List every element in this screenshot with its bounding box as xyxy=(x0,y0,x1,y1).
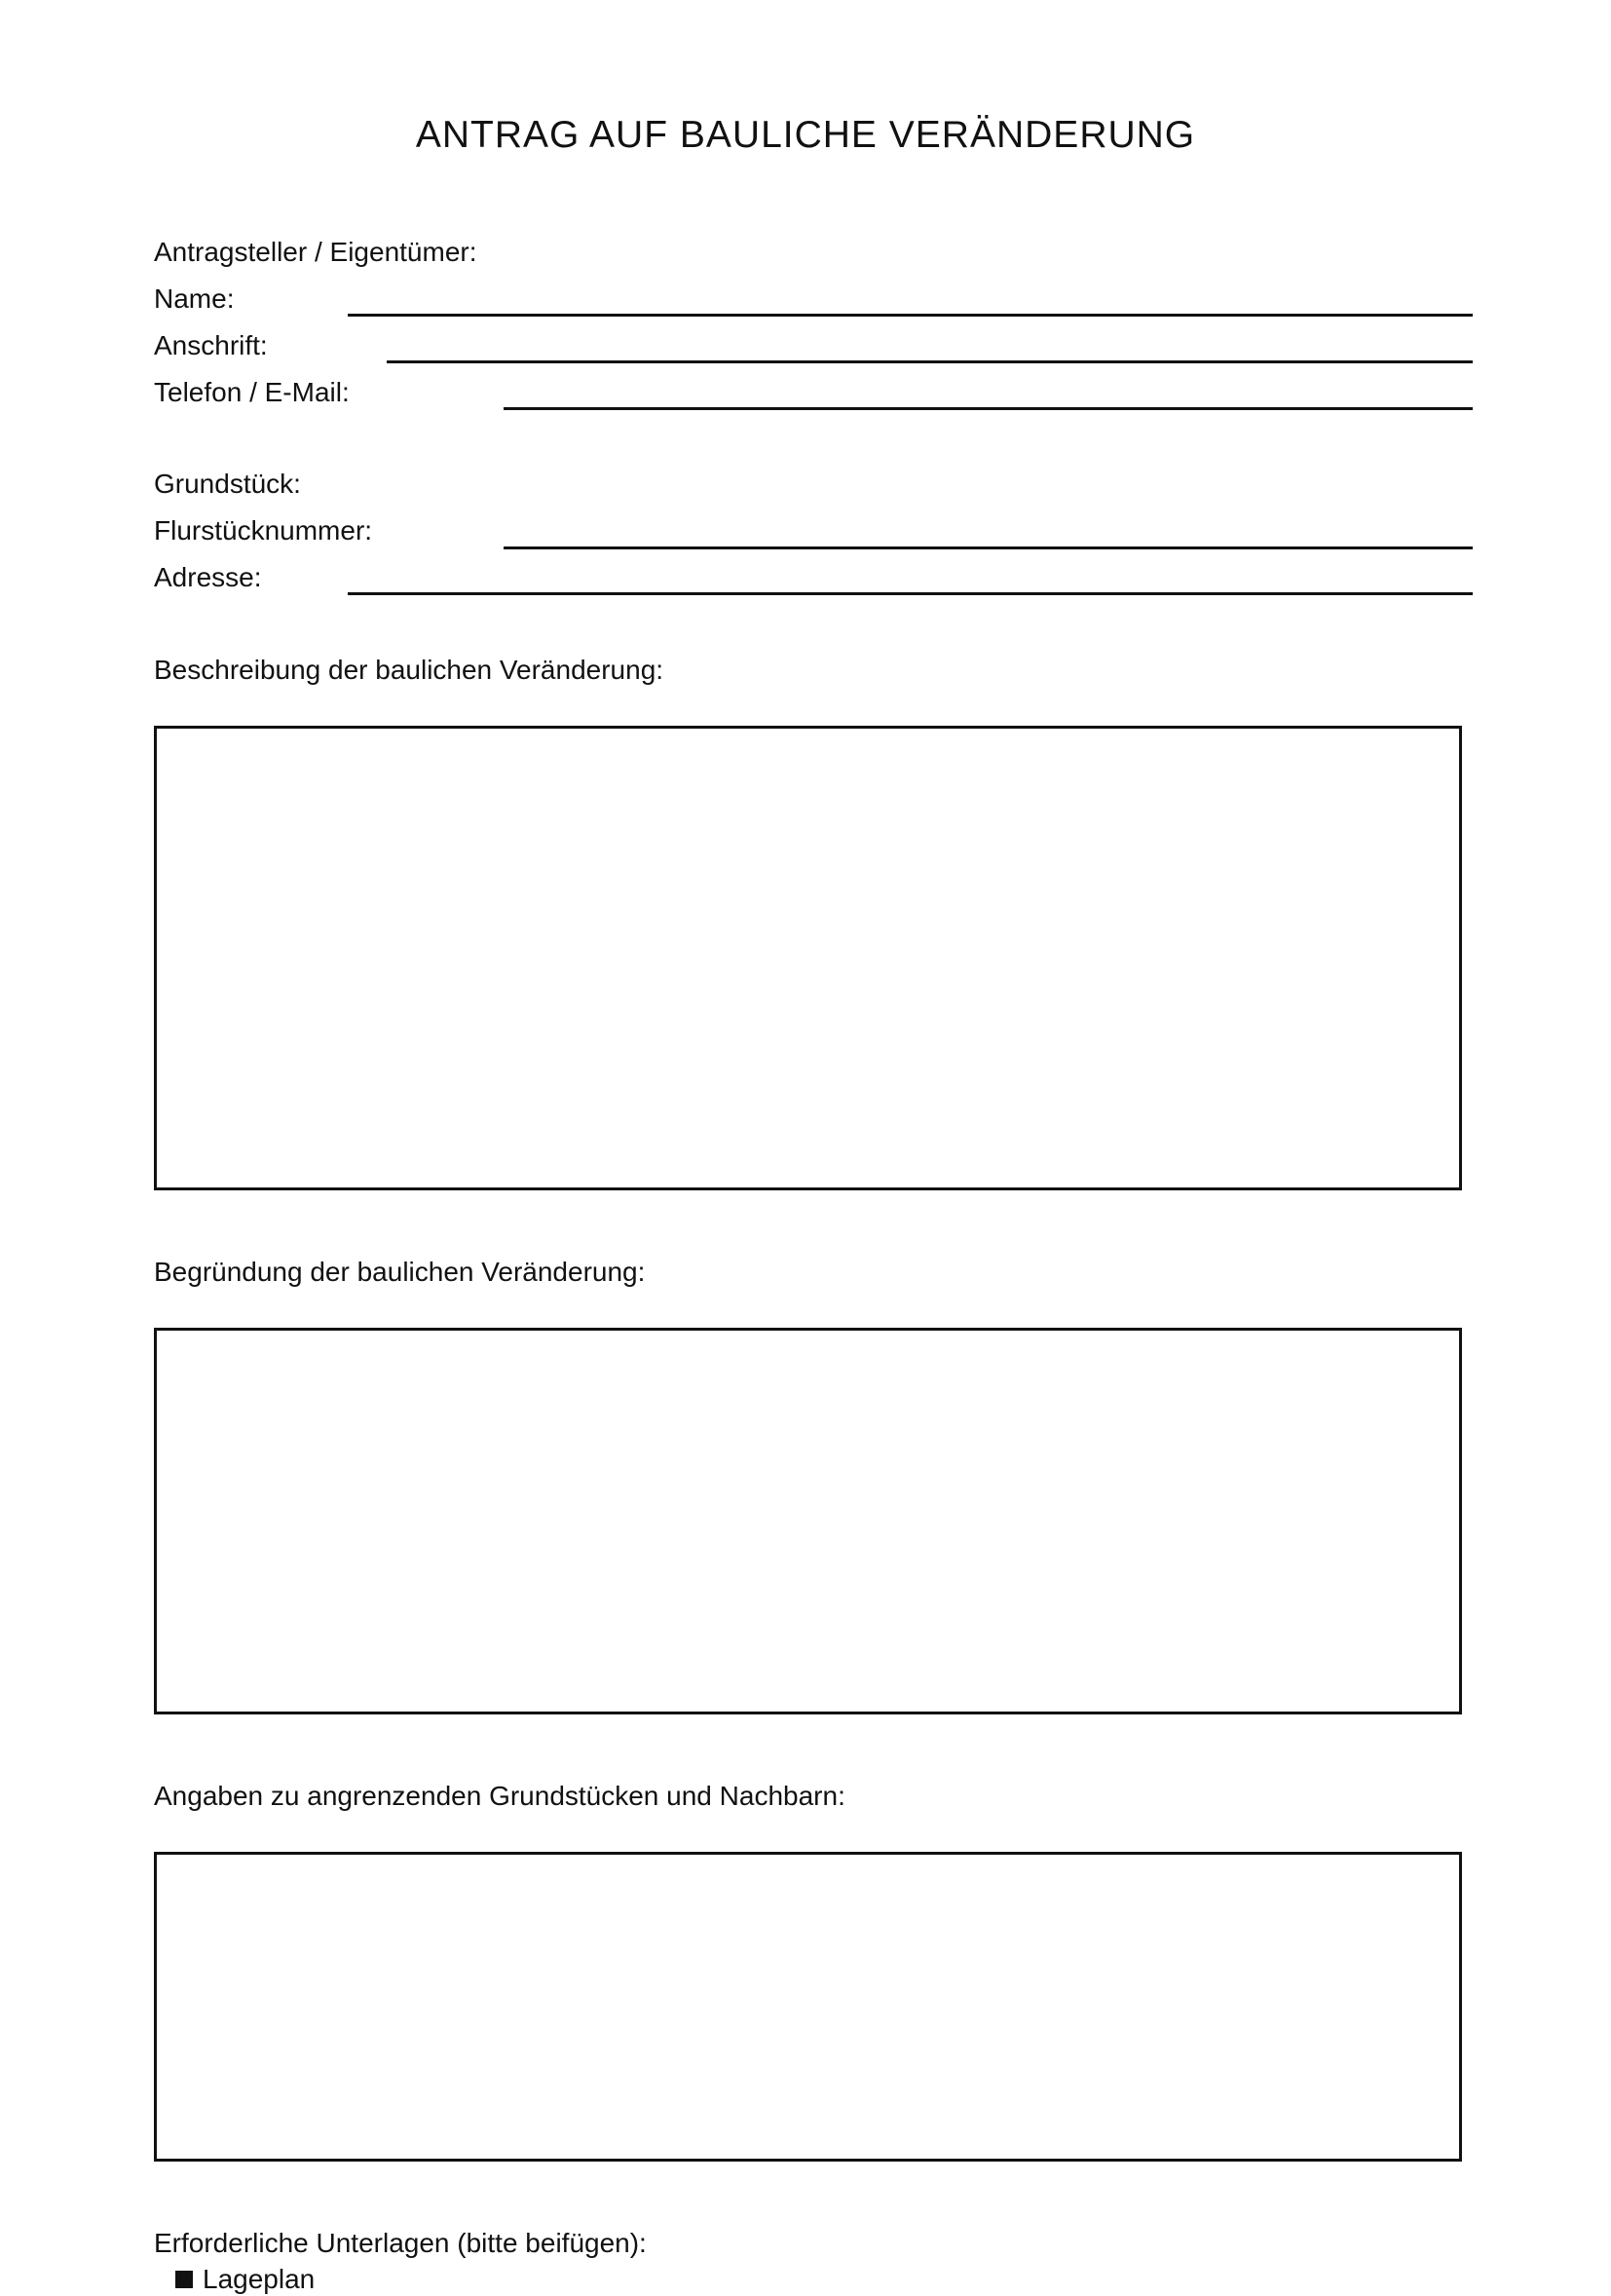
address-label: Anschrift: xyxy=(154,330,268,360)
property-address-field[interactable] xyxy=(348,592,1473,595)
name-label: Name: xyxy=(154,283,235,314)
documents-list xyxy=(175,2263,315,2296)
parcel-label: Flurstücknummer: xyxy=(154,515,373,546)
address-field[interactable] xyxy=(387,360,1473,363)
document-item-label: Lageplan xyxy=(203,2264,316,2294)
parcel-number-field[interactable] xyxy=(504,546,1473,549)
documents-heading: Erforderliche Unterlagen (bitte beifügen): xyxy=(154,2228,647,2258)
neighbors-label: Angaben zu angrenzenden Grundstücken und Nachbarn: xyxy=(154,1781,845,1811)
applicant-heading: Antragsteller / Eigentümer: xyxy=(154,237,477,267)
property-heading: Grundstück: xyxy=(154,469,301,499)
description-textarea[interactable] xyxy=(154,726,1462,1190)
contact-field[interactable] xyxy=(504,407,1473,410)
contact-label: Telefon / E-Mail: xyxy=(154,377,350,407)
neighbors-textarea[interactable] xyxy=(154,1852,1462,2162)
name-field[interactable] xyxy=(348,314,1473,317)
checkbox-filled-icon[interactable] xyxy=(175,2271,193,2288)
property-address-label: Adresse: xyxy=(154,562,262,592)
document-item-lageplan[interactable] xyxy=(175,2263,315,2296)
justification-label: Begründung der baulichen Veränderung: xyxy=(154,1257,646,1287)
page-title: ANTRAG AUF BAULICHE VERÄNDERUNG xyxy=(415,114,1196,156)
justification-textarea[interactable] xyxy=(154,1328,1462,1714)
description-label: Beschreibung der baulichen Veränderung: xyxy=(154,655,664,685)
